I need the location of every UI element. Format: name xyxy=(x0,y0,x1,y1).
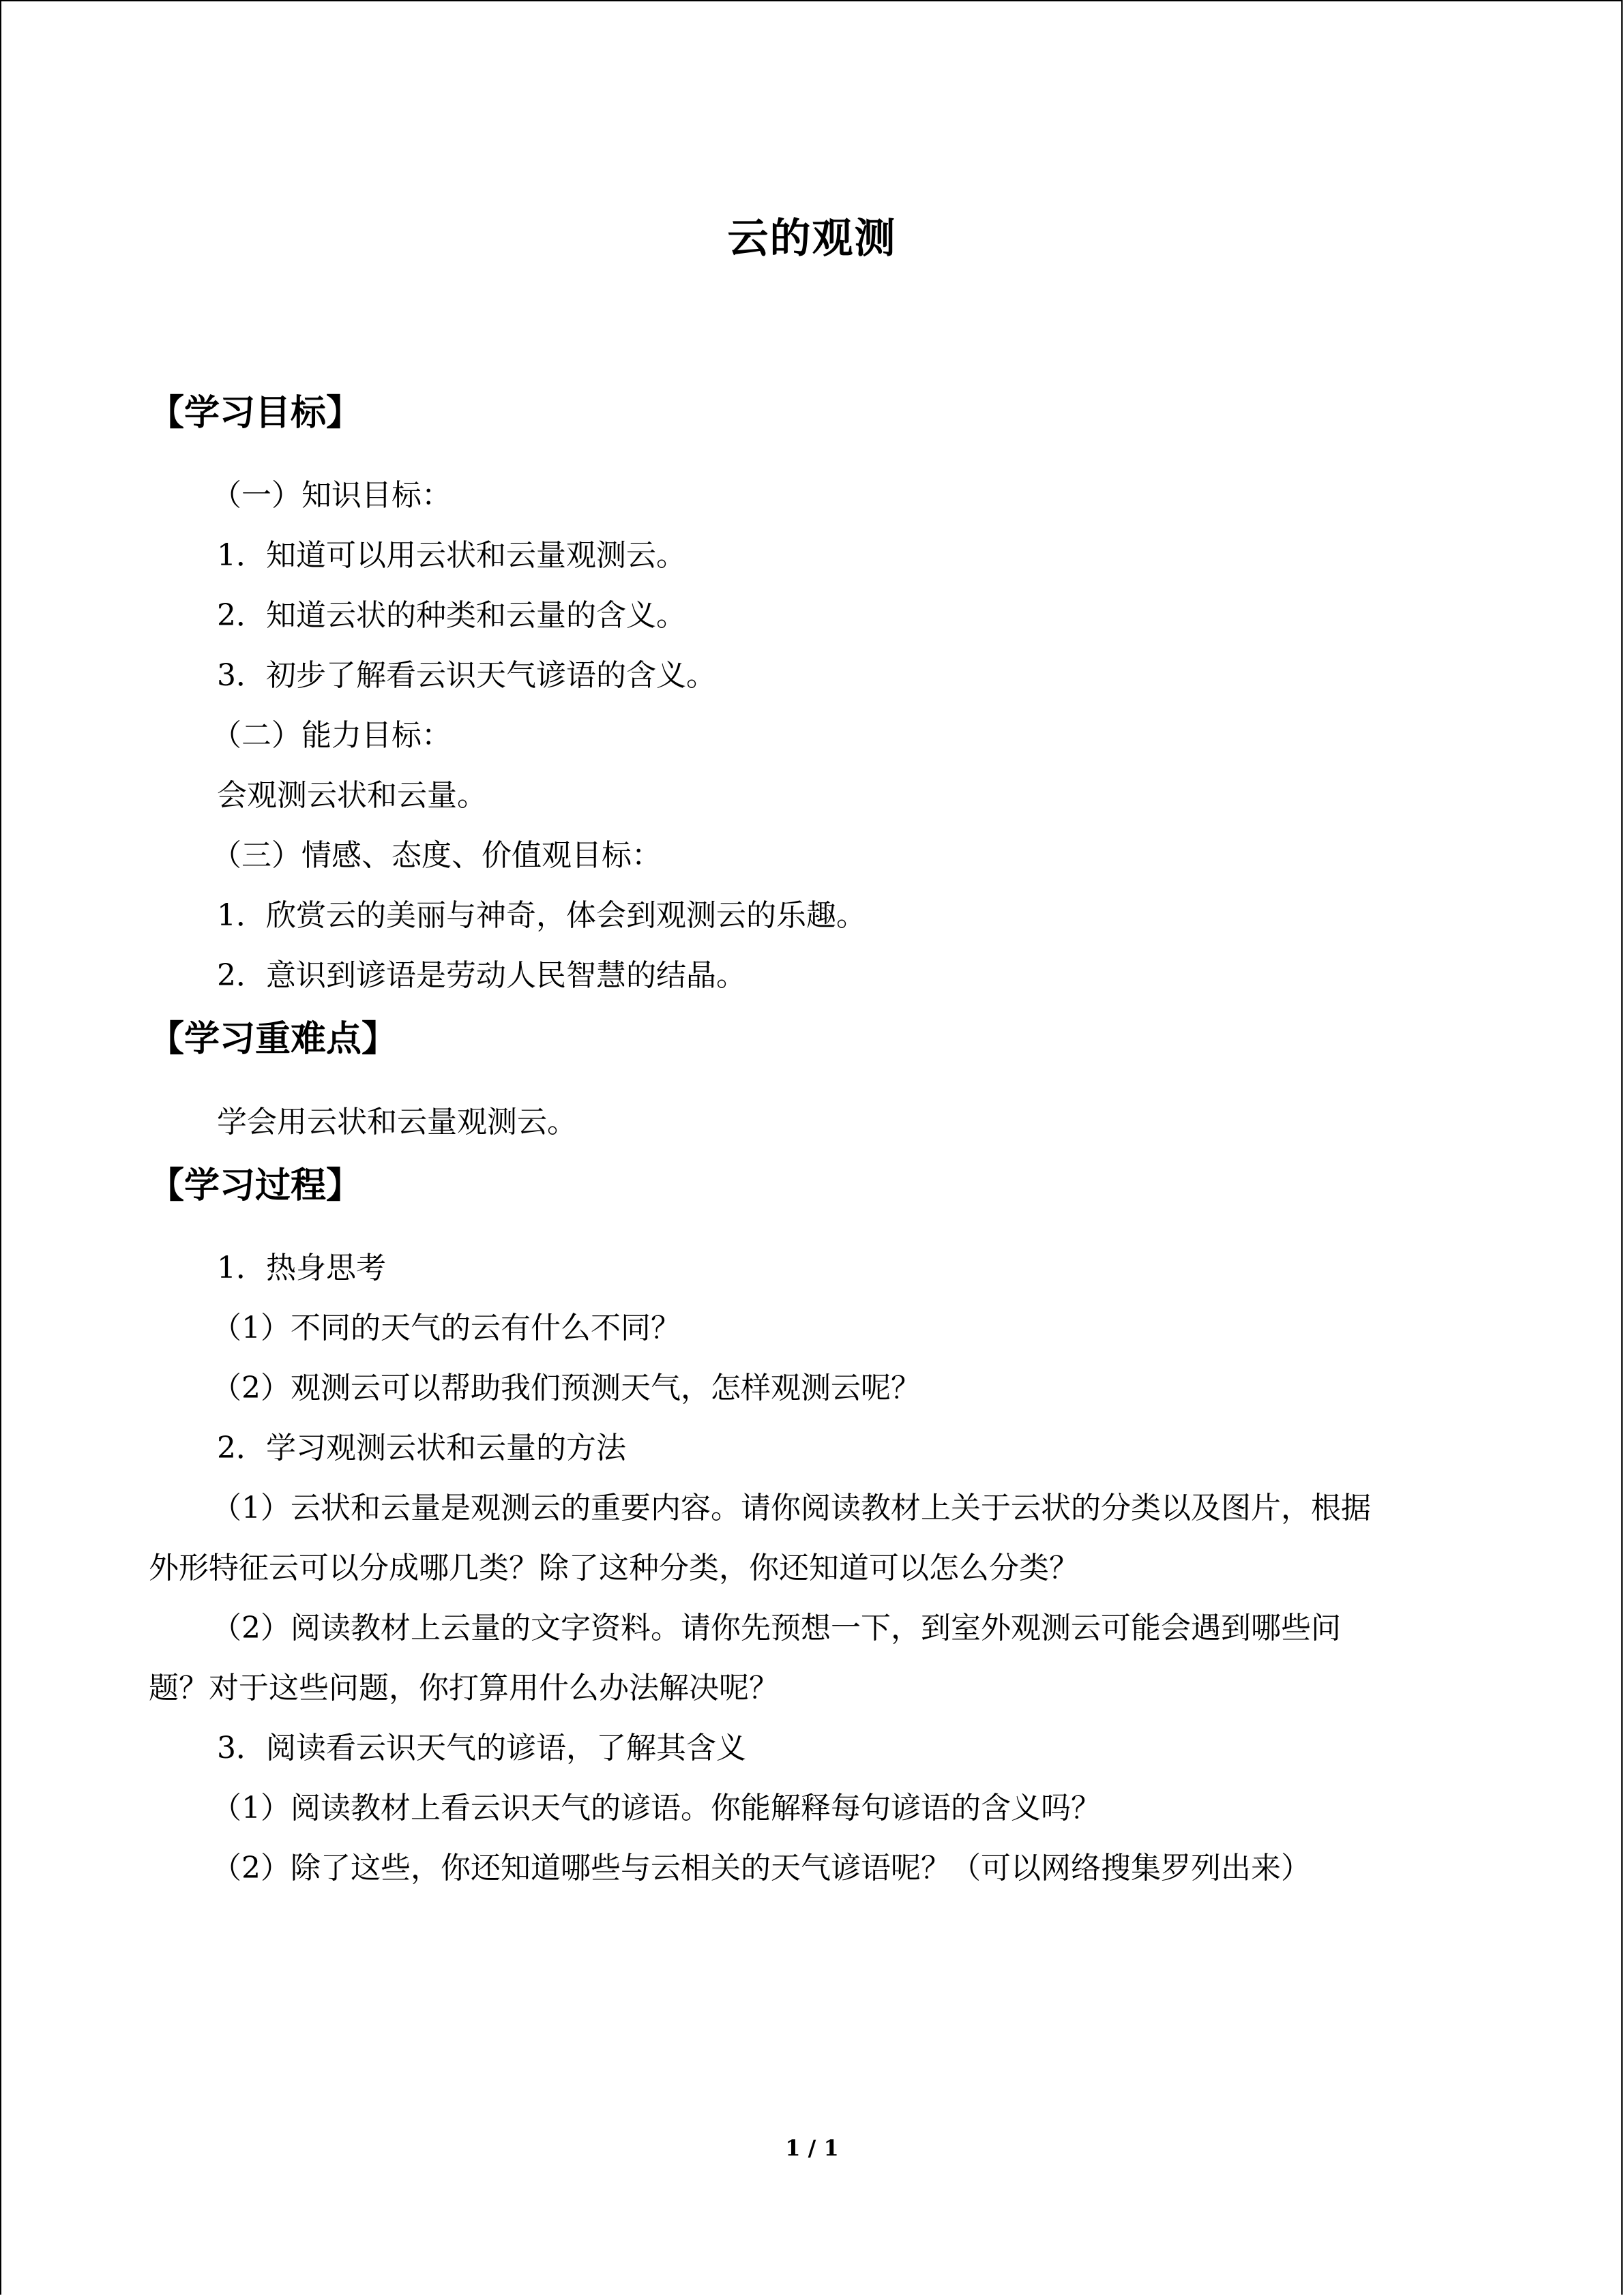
process-line: （1）阅读教材上看云识天气的谚语。你能解释每句谚语的含义吗？ xyxy=(211,1791,1101,1825)
key-points-line: 学会用云状和云量观测云。 xyxy=(217,1105,577,1139)
process-line: 3．阅读看云识天气的谚语，了解其含义 xyxy=(217,1731,746,1765)
section-heading-key-points: 【学习重难点】 xyxy=(149,1019,398,1060)
goals-line: （一）知识目标： xyxy=(211,478,452,513)
goals-line: 会观测云状和云量。 xyxy=(217,778,487,813)
process-line: 题？对于这些问题，你打算用什么办法解决呢？ xyxy=(149,1671,779,1705)
process-line: （1）云状和云量是观测云的重要内容。请你阅读教材上关于云状的分类以及图片，根据 xyxy=(211,1491,1371,1525)
goals-line: 2．知道云状的种类和云量的含义。 xyxy=(217,598,686,633)
section-heading-process: 【学习过程】 xyxy=(149,1165,362,1206)
section-heading-goals: 【学习目标】 xyxy=(149,393,362,434)
goals-line: 3．初步了解看云识天气谚语的含义。 xyxy=(217,658,716,693)
goals-line: （二）能力目标： xyxy=(211,718,452,753)
page-number: 1 / 1 xyxy=(785,2135,839,2161)
process-line: （2）阅读教材上云量的文字资料。请你先预想一下，到室外观测云可能会遇到哪些问 xyxy=(211,1611,1341,1645)
process-line: 外形特征云可以分成哪几类？除了这种分类，你还知道可以怎么分类？ xyxy=(149,1551,1079,1585)
document-title: 云的观测 xyxy=(727,215,897,263)
goals-line: 2．意识到谚语是劳动人民智慧的结晶。 xyxy=(217,958,746,993)
process-line: 1．热身思考 xyxy=(217,1251,386,1285)
process-line: （2）除了这些，你还知道哪些与云相关的天气谚语呢？（可以网络搜集罗列出来） xyxy=(211,1851,1311,1885)
process-line: 2．学习观测云状和云量的方法 xyxy=(217,1431,626,1465)
goals-line: 1．欣赏云的美丽与神奇，体会到观测云的乐趣。 xyxy=(217,898,866,933)
goals-line: 1．知道可以用云状和云量观测云。 xyxy=(217,538,686,573)
process-line: （1）不同的天气的云有什么不同？ xyxy=(211,1311,681,1345)
process-line: （2）观测云可以帮助我们预测天气，怎样观测云呢？ xyxy=(211,1371,921,1405)
goals-line: （三）情感、态度、价值观目标： xyxy=(211,838,662,873)
